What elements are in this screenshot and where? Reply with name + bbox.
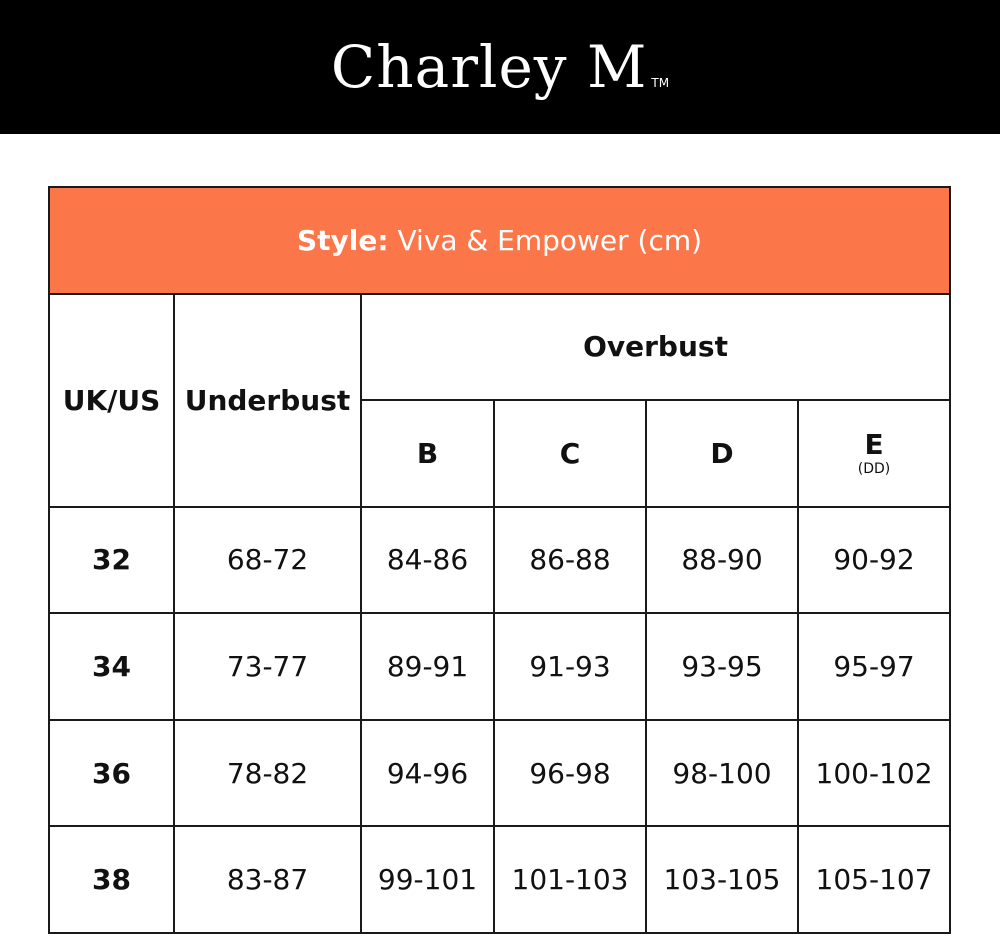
cup-b-cell: 89-91: [361, 613, 494, 720]
cup-e-cell: 90-92: [798, 507, 950, 614]
cup-c-cell: 86-88: [494, 507, 646, 614]
cup-d-cell: 93-95: [646, 613, 798, 720]
uk-us-header: UK/US: [49, 294, 174, 507]
brand-header-bar: [0, 0, 1000, 134]
cup-c-header: [494, 400, 646, 507]
style-header-cell: [49, 187, 950, 294]
cup-c-letter: C: [559, 436, 581, 470]
size-chart-table: [48, 186, 951, 934]
style-header-row: [49, 187, 950, 294]
cup-e-cell: 95-97: [798, 613, 950, 720]
cup-e-letter: E: [864, 428, 884, 462]
cup-b-header: [361, 400, 494, 507]
table-row: [49, 720, 950, 827]
size-cell: 32: [49, 507, 174, 614]
column-header-row: [49, 294, 950, 401]
cup-e-subtitle: (DD): [857, 460, 891, 477]
underbust-cell: 83-87: [174, 826, 361, 933]
cup-e-cell: 100-102: [798, 720, 950, 827]
brand-name: Charley M: [330, 33, 648, 101]
overbust-header: Overbust: [361, 294, 950, 401]
cup-e-cell: 105-107: [798, 826, 950, 933]
cup-d-cell: 103-105: [646, 826, 798, 933]
cup-d-cell: 88-90: [646, 507, 798, 614]
cup-b-letter: B: [416, 436, 439, 470]
size-cell: 36: [49, 720, 174, 827]
underbust-cell: 73-77: [174, 613, 361, 720]
brand-logo: [331, 33, 669, 101]
underbust-cell: 68-72: [174, 507, 361, 614]
cup-c-cell: 96-98: [494, 720, 646, 827]
cup-e-header: [798, 400, 950, 507]
table-row: [49, 826, 950, 933]
size-cell: 34: [49, 613, 174, 720]
table-row: [49, 613, 950, 720]
size-cell: 38: [49, 826, 174, 933]
underbust-header: Underbust: [174, 294, 361, 507]
cup-c-cell: 101-103: [494, 826, 646, 933]
style-label: Style:: [296, 223, 389, 257]
cup-b-cell: 99-101: [361, 826, 494, 933]
table-row: [49, 507, 950, 614]
cup-d-cell: 98-100: [646, 720, 798, 827]
cup-d-letter: D: [710, 436, 734, 470]
trademark-mark: TM: [651, 76, 670, 90]
cup-b-cell: 94-96: [361, 720, 494, 827]
style-value: Viva & Empower (cm): [397, 223, 703, 257]
underbust-cell: 78-82: [174, 720, 361, 827]
cup-d-header: [646, 400, 798, 507]
cup-c-cell: 91-93: [494, 613, 646, 720]
cup-b-cell: 84-86: [361, 507, 494, 614]
